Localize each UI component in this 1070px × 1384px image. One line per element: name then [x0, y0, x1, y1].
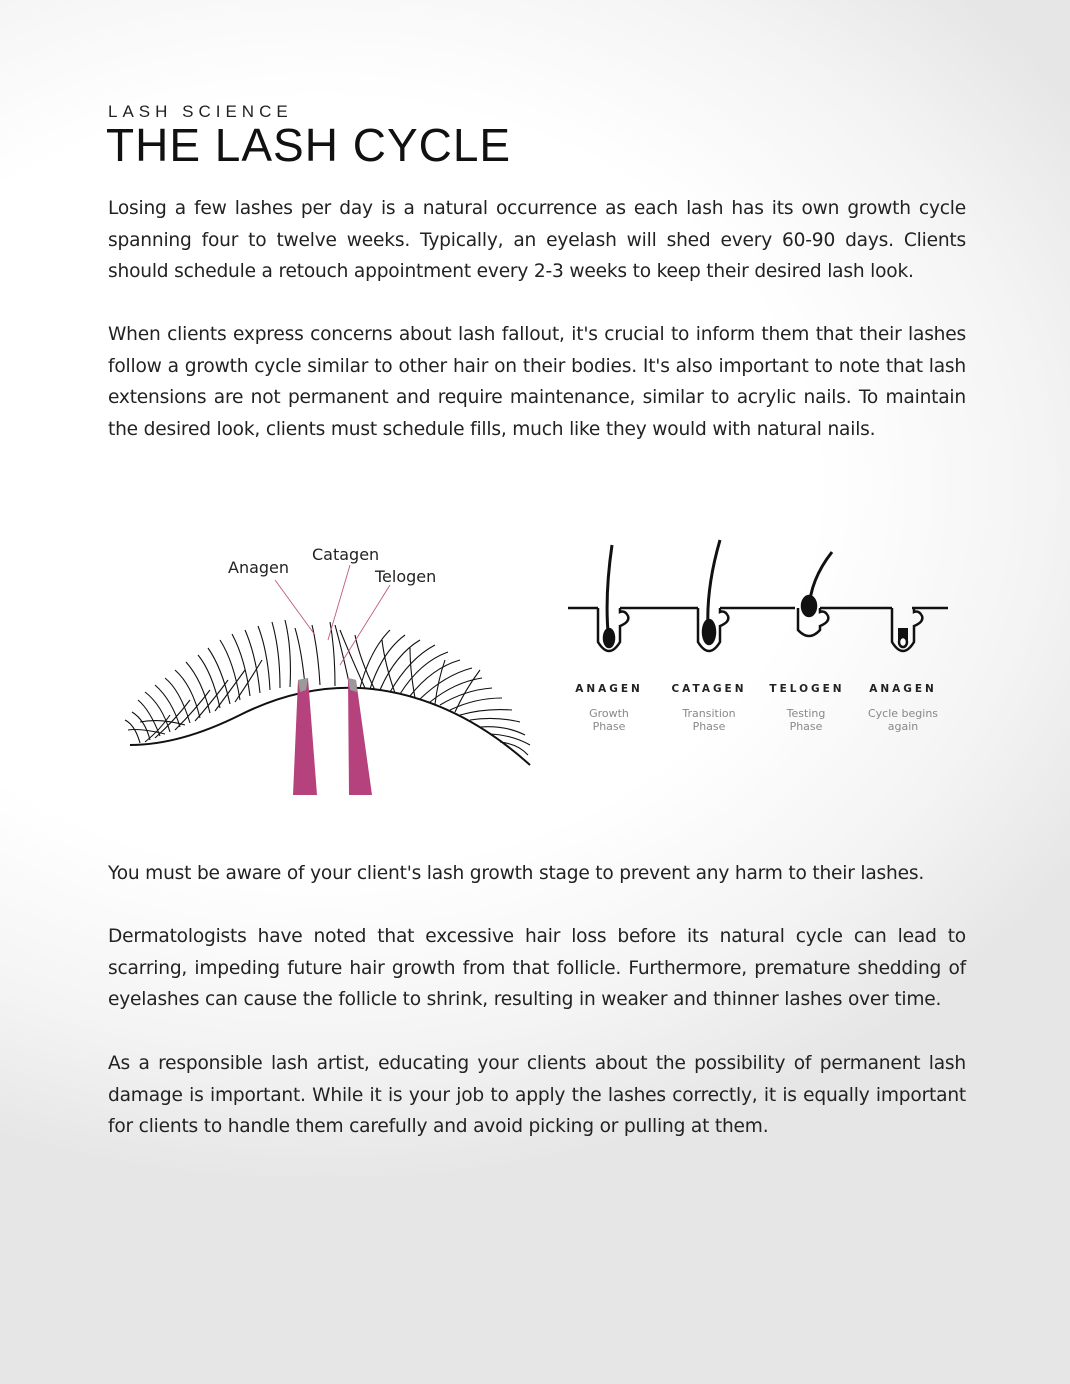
- lash-strands-left: [125, 620, 290, 743]
- phase-desc-3a: Testing: [786, 707, 826, 720]
- lash-cycle-svg: [120, 530, 970, 805]
- phase-desc-1b: Phase: [592, 720, 626, 733]
- phase-name-2: CATAGEN: [671, 683, 747, 695]
- phase-name-3: TELOGEN: [769, 683, 845, 695]
- paragraph-concerns: When clients express concerns about lash fallout, it's crucial to inform them that their lashes follow a growth cycle similar to other hair on their bodies. It's also important to note that lash extensions are not permanent and require maintenance, similar to acrylic nails. To maintain the desired look, clients must schedule fills, much like they would with natural nails.: [108, 324, 966, 440]
- hair-cycle-diagram: [568, 540, 948, 651]
- label-pointers: [275, 565, 390, 665]
- paragraph-responsibility: As a responsible lash artist, educating your clients about the possibility of permanent lash damage is important. While it is your job to apply the lashes correctly, it is equally important for clients to handle them carefully and avoid picking or pulling at them.: [108, 1053, 966, 1137]
- lash-strip-illustration: [125, 545, 530, 795]
- page-title: THE LASH CYCLE: [106, 119, 512, 171]
- label-anagen: Anagen: [228, 558, 290, 577]
- phase-desc-4b: again: [887, 720, 919, 733]
- phase-name-1: ANAGEN: [575, 683, 643, 695]
- paragraph-intro: Losing a few lashes per day is a natural occurrence as each lash has its own growth cycle spanning four to twelve weeks. Typically, an eyelash will shed every 60-90 days. Clients should schedule a retouch appointment every 2-3 weeks to keep their desired lash look.: [108, 198, 966, 282]
- label-catagen: Catagen: [312, 545, 380, 564]
- paragraph-awareness: You must be aware of your client's lash growth stage to prevent any harm to their lashes.: [108, 863, 925, 884]
- phase-labels: [575, 683, 938, 733]
- phase-name-4: ANAGEN: [869, 683, 937, 695]
- label-telogen: Telogen: [375, 567, 437, 586]
- phase-desc-2a: Transition: [682, 707, 736, 720]
- lash-cycle-figure: [120, 530, 970, 805]
- tweezers: [293, 678, 372, 795]
- phase-desc-4a: Cycle begins: [867, 707, 939, 720]
- paragraph-dermatologists: Dermatologists have noted that excessive hair loss before its natural cycle can lead to scarring, impeding future hair growth from that follicle. Furthermore, premature shedding of eyelashes can cause the follicle to shrink, resulting in weaker and thinner lashes over time.: [108, 926, 966, 1010]
- phase-desc-3b: Phase: [789, 720, 823, 733]
- section-kicker: LASH SCIENCE: [108, 102, 293, 121]
- phase-desc-2b: Phase: [692, 720, 726, 733]
- phase-desc-1a: Growth: [589, 707, 629, 720]
